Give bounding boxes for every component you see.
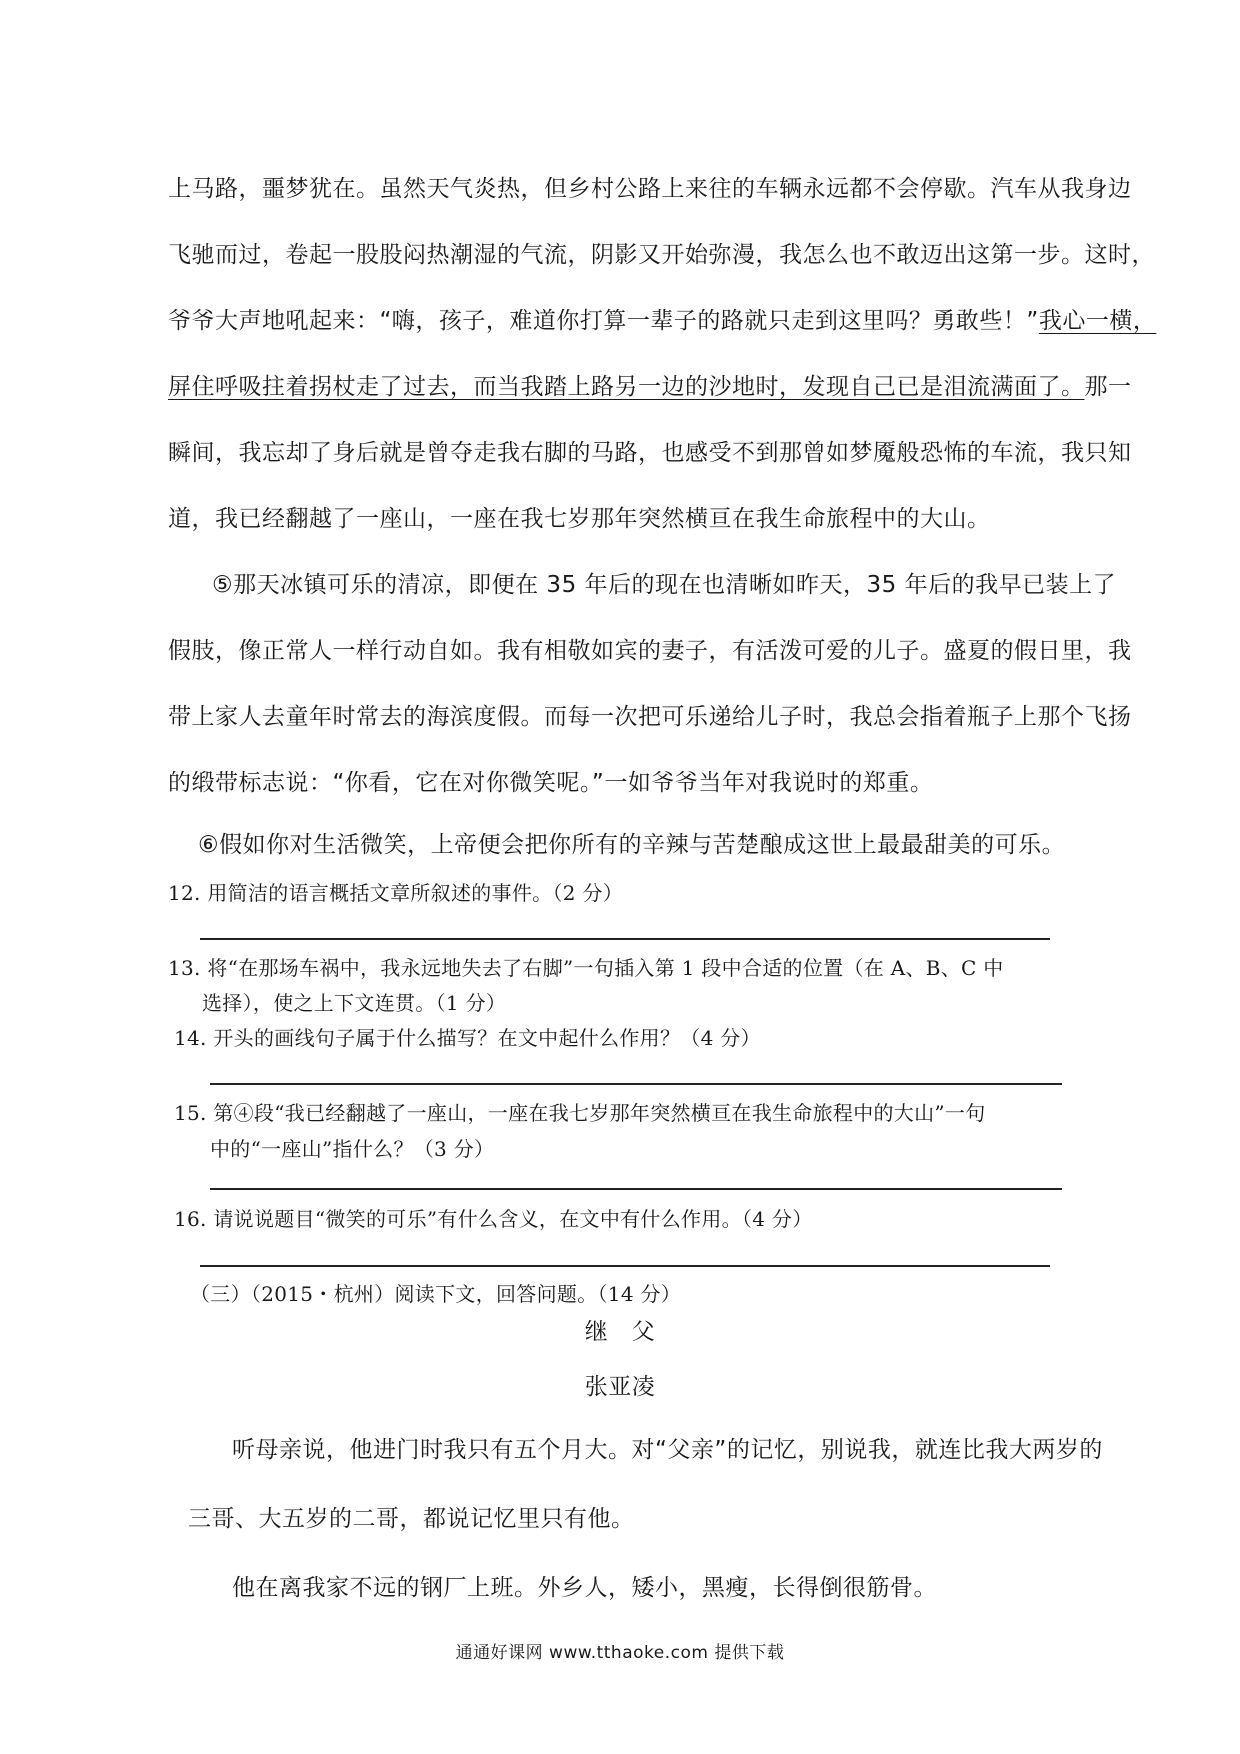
passage-line: ⑥假如你对生活微笑，上帝便会把你所有的辛辣与苦楚酿成这世上最最甜美的可乐。 [198, 832, 1066, 858]
underlined-sentence: 我心一横， [1038, 308, 1157, 334]
passage-line: 道，我已经翻越了一座山，一座在我七岁那年突然横亘在我生命旅程中的大山。 [168, 506, 991, 532]
question-16: 16. 请说说题目“微笑的可乐”有什么含义，在文中有什么作用。（4 分） [174, 1207, 813, 1231]
passage-line: 上马路，噩梦犹在。虽然天气炎热，但乡村公路上来往的车辆永远都不会停歇。汽车从我身边 [168, 176, 1132, 202]
question-13: 13. 将“在那场车祸中，我永远地失去了右脚”一句插入第 1 段中合适的位置（在 A、B、C 中 [168, 956, 1004, 980]
question-15: 15. 第④段“我已经翻越了一座山，一座在我七岁那年突然横亘在我生命旅程中的大山”一句 [174, 1101, 986, 1125]
passage-line: ⑤那天冰镇可乐的清凉，即便在 35 年后的现在也清晰如昨天，35 年后的我早已装上了 [212, 572, 1117, 598]
passage-line: 飞驰而过，卷起一股股闷热潮湿的气流，阴影又开始弥漫，我怎么也不敢迈出这第一步。这时， [168, 242, 1155, 268]
answer-line [200, 1265, 1050, 1267]
passage-text: 那一 [1084, 374, 1132, 400]
passage-line: 三哥、大五岁的二哥，都说记忆里只有他。 [188, 1506, 635, 1532]
passage-line: 听母亲说，他进门时我只有五个月大。对“父亲”的记忆，别说我，就连比我大两岁的 [232, 1437, 1103, 1463]
question-12: 12. 用简洁的语言概括文章所叙述的事件。（2 分） [168, 881, 624, 905]
passage-line: 他在离我家不远的钢厂上班。外乡人，矮小，黑瘦，长得倒很筋骨。 [232, 1575, 937, 1601]
passage-text: 爷爷大声地吼起来：“嗨，孩子，难道你打算一辈子的路就只走到这里吗？勇敢些！” [168, 308, 1039, 334]
answer-line [210, 1188, 1062, 1190]
footer-text: 通通好课网 www.tthaoke.com 提供下载 [455, 1643, 785, 1663]
underlined-sentence: 屏住呼吸拄着拐杖走了过去，而当我踏上路另一边的沙地时，发现自己已是泪流满面了。 [168, 374, 1085, 400]
passage-line: 瞬间，我忘却了身后就是曾夺走我右脚的马路，也感受不到那曾如梦魇般恐怖的车流，我只知 [168, 440, 1132, 466]
question-13-continued: 选择），使之上下文连贯。（1 分） [202, 991, 507, 1015]
section-intro: （三）（2015・杭州）阅读下文，回答问题。（14 分） [190, 1282, 682, 1306]
article-author: 张亚凌 [584, 1374, 656, 1400]
passage-line: 的缎带标志说：“你看，它在对你微笑呢。”一如爷爷当年对我说时的郑重。 [168, 770, 934, 796]
article-title: 继 父 [584, 1319, 656, 1345]
question-15-continued: 中的“一座山”指什么？（3 分） [210, 1137, 495, 1161]
answer-line [200, 938, 1050, 940]
answer-line [210, 1083, 1062, 1085]
passage-line [168, 368, 1132, 401]
passage-line: 带上家人去童年时常去的海滨度假。而每一次把可乐递给儿子时，我总会指着瓶子上那个飞扬 [168, 704, 1132, 730]
passage-line: 假肢，像正常人一样行动自如。我有相敬如宾的妻子，有活泼可爱的儿子。盛夏的假日里，我 [168, 638, 1132, 664]
passage-line [168, 302, 1156, 335]
question-14: 14. 开头的画线句子属于什么描写？在文中起什么作用？（4 分） [174, 1026, 761, 1050]
